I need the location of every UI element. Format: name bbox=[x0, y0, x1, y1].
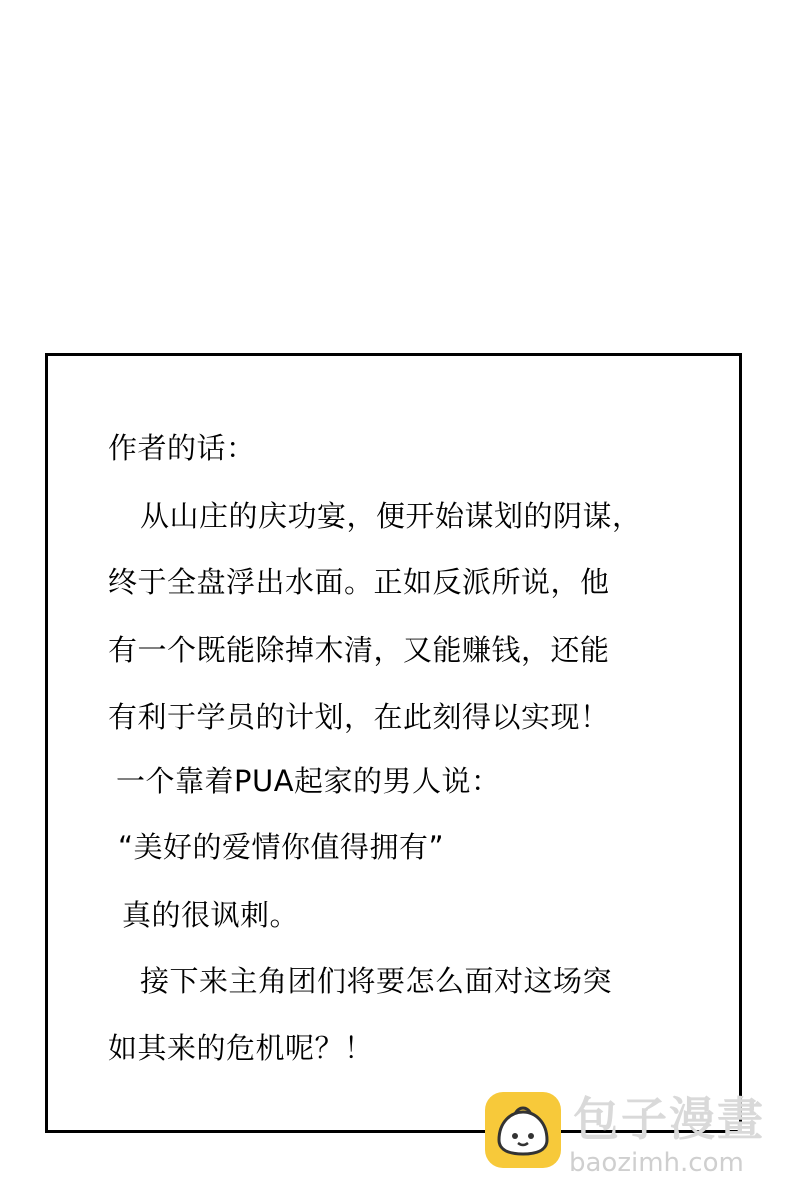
site-watermark bbox=[485, 1092, 785, 1182]
author-note-line: 终于全盘浮出水面。正如反派所说，他 bbox=[108, 565, 610, 599]
author-note-line: 接下来主角团们将要怎么面对这场突 bbox=[140, 964, 613, 998]
author-note-line: 真的很讽刺。 bbox=[122, 898, 300, 932]
bun-mascot-icon bbox=[485, 1092, 561, 1168]
author-note-line: 如其来的危机呢？！ bbox=[108, 1031, 374, 1065]
author-note-line: 有一个既能除掉木清，又能赚钱，还能 bbox=[108, 633, 610, 667]
author-note-quote: “美好的爱情你值得拥有” bbox=[118, 830, 445, 864]
author-note-box bbox=[45, 353, 742, 1133]
author-note-line: 一个靠着PUA起家的男人说： bbox=[116, 764, 501, 798]
author-note-line: 从山庄的庆功宴，便开始谋划的阴谋， bbox=[140, 499, 642, 533]
author-note-heading: 作者的话： bbox=[108, 431, 256, 465]
watermark-title: 包子漫畫 bbox=[573, 1092, 765, 1146]
author-note-line: 有利于学员的计划，在此刻得以实现！ bbox=[108, 700, 610, 734]
watermark-url: baozimh.com bbox=[569, 1148, 744, 1178]
